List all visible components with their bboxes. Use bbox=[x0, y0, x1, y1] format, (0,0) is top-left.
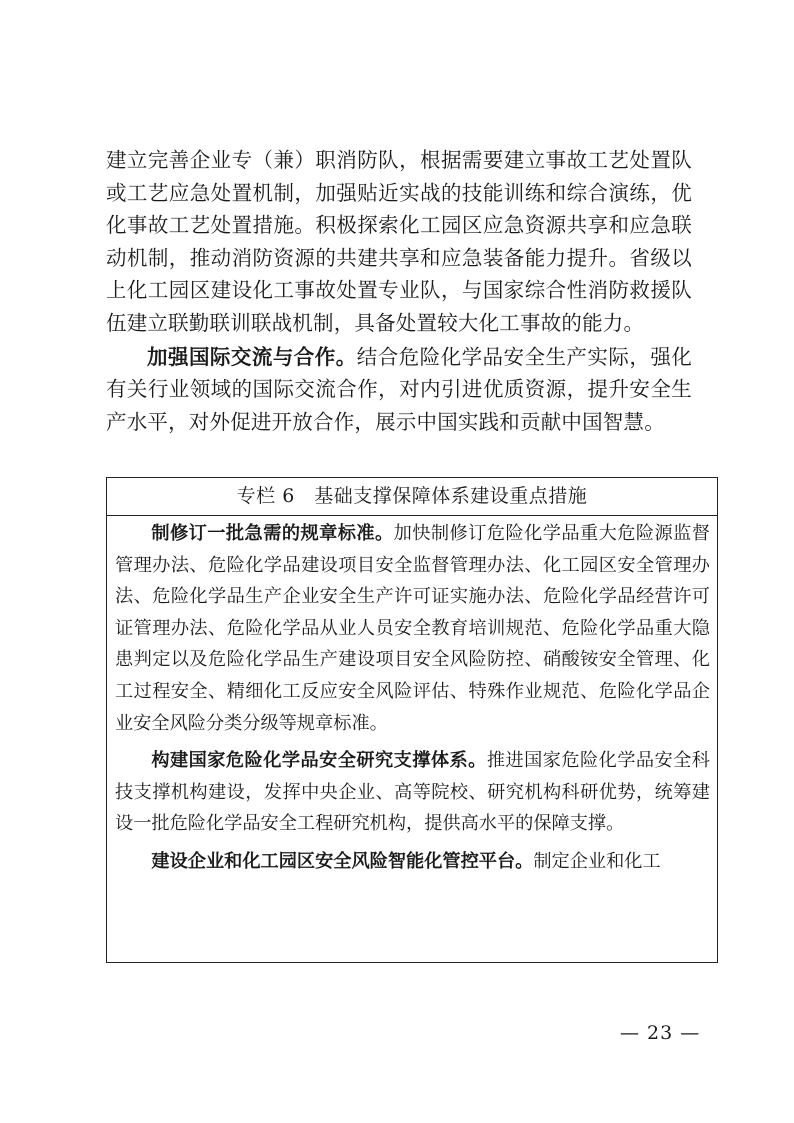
paragraph-fire-brigade: 建立完善企业专（兼）职消防队，根据需要建立事故工艺处置队或工艺应急处置机制，加强贴近实战的技能训练和综合演练，优化事故工艺处置措施。积极探索化工园区应急资源共享和应急联动机制，推动消防资源的共建共享和应急装备能力提升。省级以上化工园区建设化工事故处置专业队，与国家综合性消防救援队伍建立联勤联训联战机制，具备处置较大化工事故的能力。 bbox=[106, 148, 692, 335]
box-item-regulations bbox=[115, 518, 710, 739]
box-item-text: 制定企业和化工 bbox=[533, 850, 661, 872]
paragraph-heading: 加强国际交流与合作。 bbox=[147, 344, 357, 369]
box-item-heading: 制修订一批急需的规章标准。 bbox=[151, 523, 394, 544]
main-text bbox=[106, 144, 692, 438]
box-item-heading: 建设企业和化工园区安全风险智能化管控平台。 bbox=[151, 850, 534, 872]
box-item-text: 推进国家危险化学品安全科技支撑机构建设，发挥中央企业、高等院校、研究机构科研优势，统筹建设一批危险化学品安全工程研究机构，提供高水平的保障支撑。 bbox=[115, 750, 710, 835]
box-item-text: 加快制修订危险化学品重大危险源监督管理办法、危险化学品建设项目安全监督管理办法、化工园区安全管理办法、危险化学品生产企业安全生产许可证实施办法、危险化学品经营许可证管理办法、危险化学品从业人员安全教育培训规范、危险化学品重大隐患判定以及危险化学品生产建设项目安全风险防控、硝酸铵安全管理、化工过程安全、精细化工反应安全风险评估、特殊作业规范、危险化学品企业安全风险分类分级等规章标准。 bbox=[115, 523, 710, 734]
special-column-box bbox=[106, 477, 718, 963]
box-item-heading: 构建国家危险化学品安全研究支撑体系。 bbox=[151, 750, 487, 772]
box-item-research-support bbox=[115, 745, 710, 840]
paragraph-international-cooperation bbox=[106, 341, 692, 439]
box-body bbox=[107, 516, 717, 878]
box-title: 专栏 6 基础支撑保障体系建设重点措施 bbox=[107, 478, 717, 516]
box-item-smart-platform bbox=[115, 846, 710, 878]
page-number: — 23 — bbox=[620, 1022, 701, 1044]
paragraph-text: 结合危险化学品安全生产实际，强化有关行业领域的国际交流合作，对内引进优质资源，提升安全生产水平，对外促进开放合作，展示中国实践和贡献中国智慧。 bbox=[106, 344, 692, 434]
